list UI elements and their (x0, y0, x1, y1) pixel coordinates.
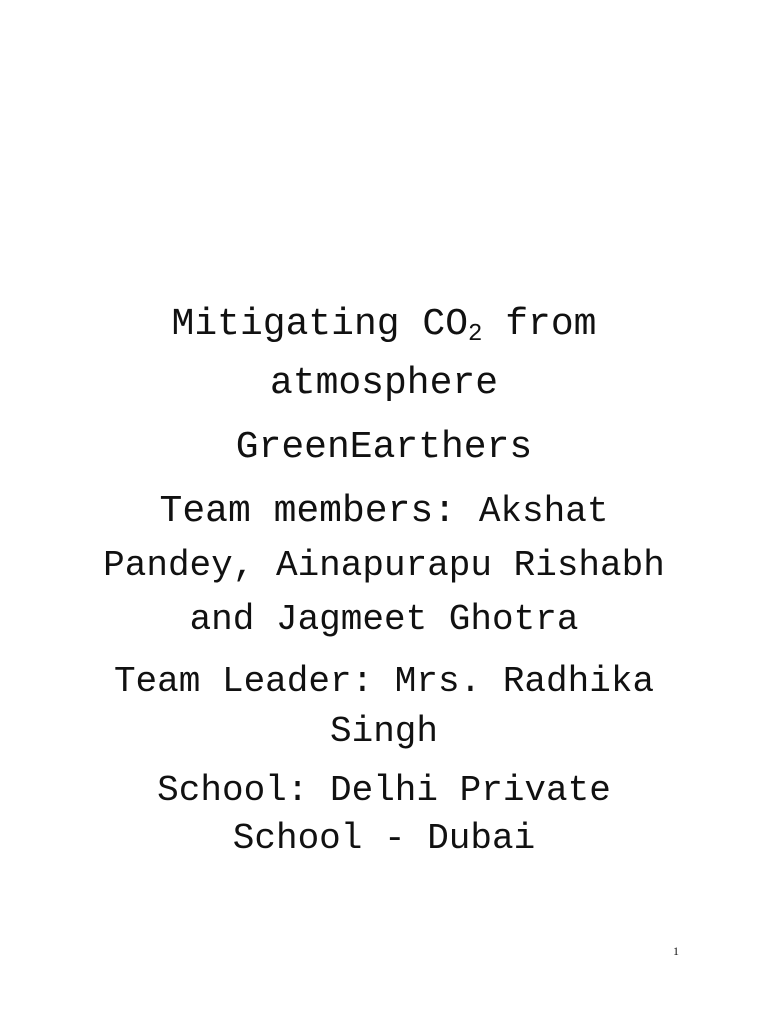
title-main: Mitigating CO (171, 303, 468, 346)
team-members-names: Akshat Pandey, Ainapurapu Rishabh and Jagmeet Ghotra (103, 491, 665, 640)
team-name: GreenEarthers (235, 426, 533, 469)
document-title (84, 297, 684, 411)
page-number: 1 (673, 944, 679, 958)
team-members-label: Team members: (159, 490, 479, 533)
title-page-content (84, 297, 684, 863)
title-subscript: 2 (468, 321, 483, 348)
team-leader: Team Leader: Mrs. Radhika Singh (113, 661, 655, 752)
title-rest: from atmosphere (269, 303, 597, 405)
team-members (84, 485, 684, 647)
school-name: School: Delhi Private School - Dubai (157, 770, 611, 859)
